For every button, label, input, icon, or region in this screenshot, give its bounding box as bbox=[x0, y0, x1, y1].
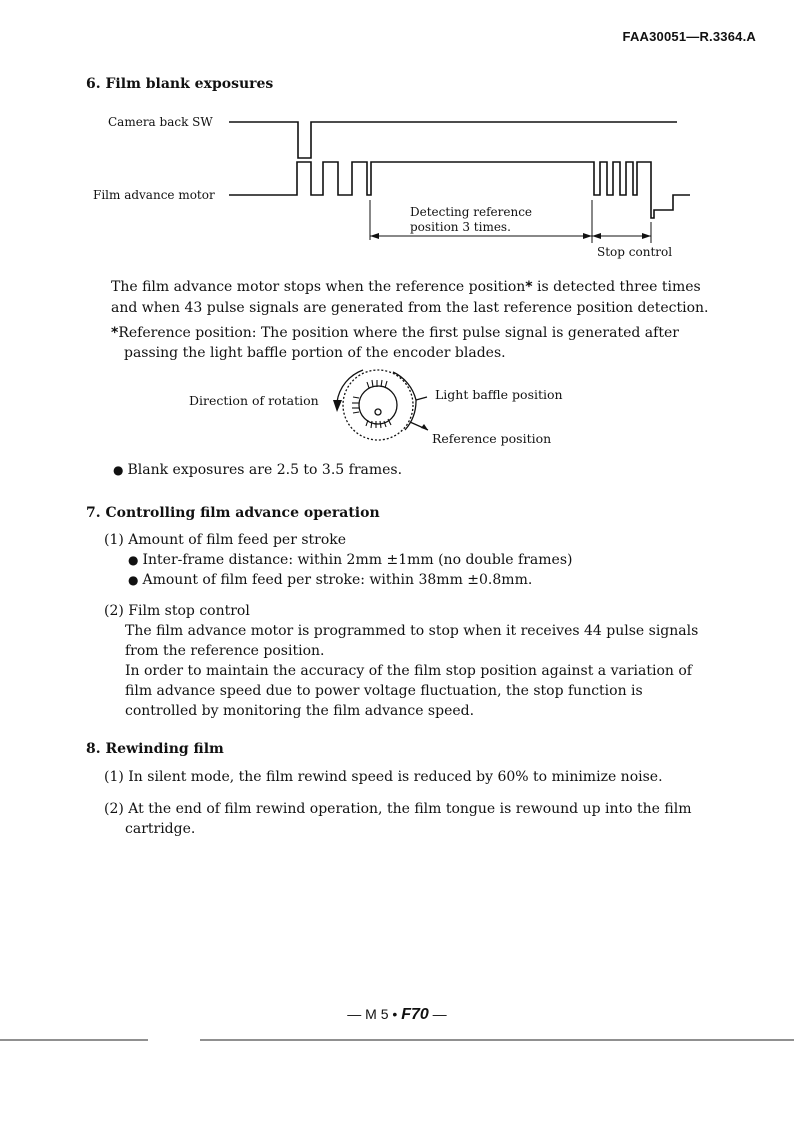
feed-amount-bullet: ● Amount of film feed per stroke: within 38mm ±0.8mm. bbox=[128, 572, 533, 588]
light-baffle-label: Light baffle position bbox=[435, 387, 563, 402]
section-8-item2-line1: (2) At the end of film rewind operation, the film tongue is rewound up into the film bbox=[104, 801, 692, 817]
blank-exposure-bullet: ● Blank exposures are 2.5 to 3.5 frames. bbox=[113, 462, 403, 478]
section-6-paragraph-line1: The film advance motor stops when the reference position* is detected three times bbox=[111, 279, 701, 295]
stop-control-label: Stop control bbox=[597, 245, 673, 259]
model-brand: F70 bbox=[401, 1006, 429, 1023]
section-8-item1: (1) In silent mode, the film rewind speed is reduced by 60% to minimize noise. bbox=[104, 769, 663, 785]
stop-control-line1: The film advance motor is programmed to stop when it receives 44 pulse signals bbox=[125, 623, 699, 639]
inter-frame-bullet: ● Inter-frame distance: within 2mm ±1mm (no double frames) bbox=[128, 552, 573, 568]
asterisk-mark: * bbox=[525, 279, 533, 295]
section-7-title: 7. Controlling film advance operation bbox=[86, 505, 380, 521]
section-8-title: 8. Rewinding film bbox=[86, 741, 224, 757]
bullet-icon: ● bbox=[128, 553, 139, 567]
camera-back-sw-label: Camera back SW bbox=[108, 115, 213, 129]
stop-control-line4: film advance speed due to power voltage fluctuation, the stop function is bbox=[125, 683, 643, 699]
page-footer: — M 5 • F70 — bbox=[347, 1006, 447, 1023]
detect-label-line1: Detecting reference bbox=[410, 205, 533, 219]
reference-position-label: Reference position bbox=[432, 431, 552, 446]
reference-note-line2: passing the light baffle portion of the encoder blades. bbox=[124, 345, 506, 361]
bullet-icon: ● bbox=[128, 573, 139, 587]
section-6-title: 6. Film blank exposures bbox=[86, 76, 274, 92]
reference-note-line1: *Reference position: The position where the first pulse signal is generated after bbox=[111, 325, 679, 341]
section-7-item1-title: (1) Amount of film feed per stroke bbox=[104, 532, 347, 548]
asterisk-mark: * bbox=[111, 325, 119, 341]
document-id: FAA30051—R.3364.A bbox=[622, 29, 756, 44]
section-7-item2-title: (2) Film stop control bbox=[104, 603, 250, 619]
bullet-icon: ● bbox=[113, 463, 124, 477]
rotation-direction-label: Direction of rotation bbox=[189, 393, 319, 408]
stop-control-line5: controlled by monitoring the film advance speed. bbox=[125, 703, 475, 719]
stop-control-line3: In order to maintain the accuracy of the film stop position against a variation of bbox=[125, 663, 692, 679]
section-6-paragraph-line2: and when 43 pulse signals are generated from the last reference position detection. bbox=[111, 300, 709, 316]
section-8-item2-line2: cartridge. bbox=[125, 821, 196, 837]
film-advance-motor-label: Film advance motor bbox=[93, 188, 215, 202]
stop-control-line2: from the reference position. bbox=[125, 643, 325, 659]
detect-label-line2: position 3 times. bbox=[410, 220, 511, 234]
